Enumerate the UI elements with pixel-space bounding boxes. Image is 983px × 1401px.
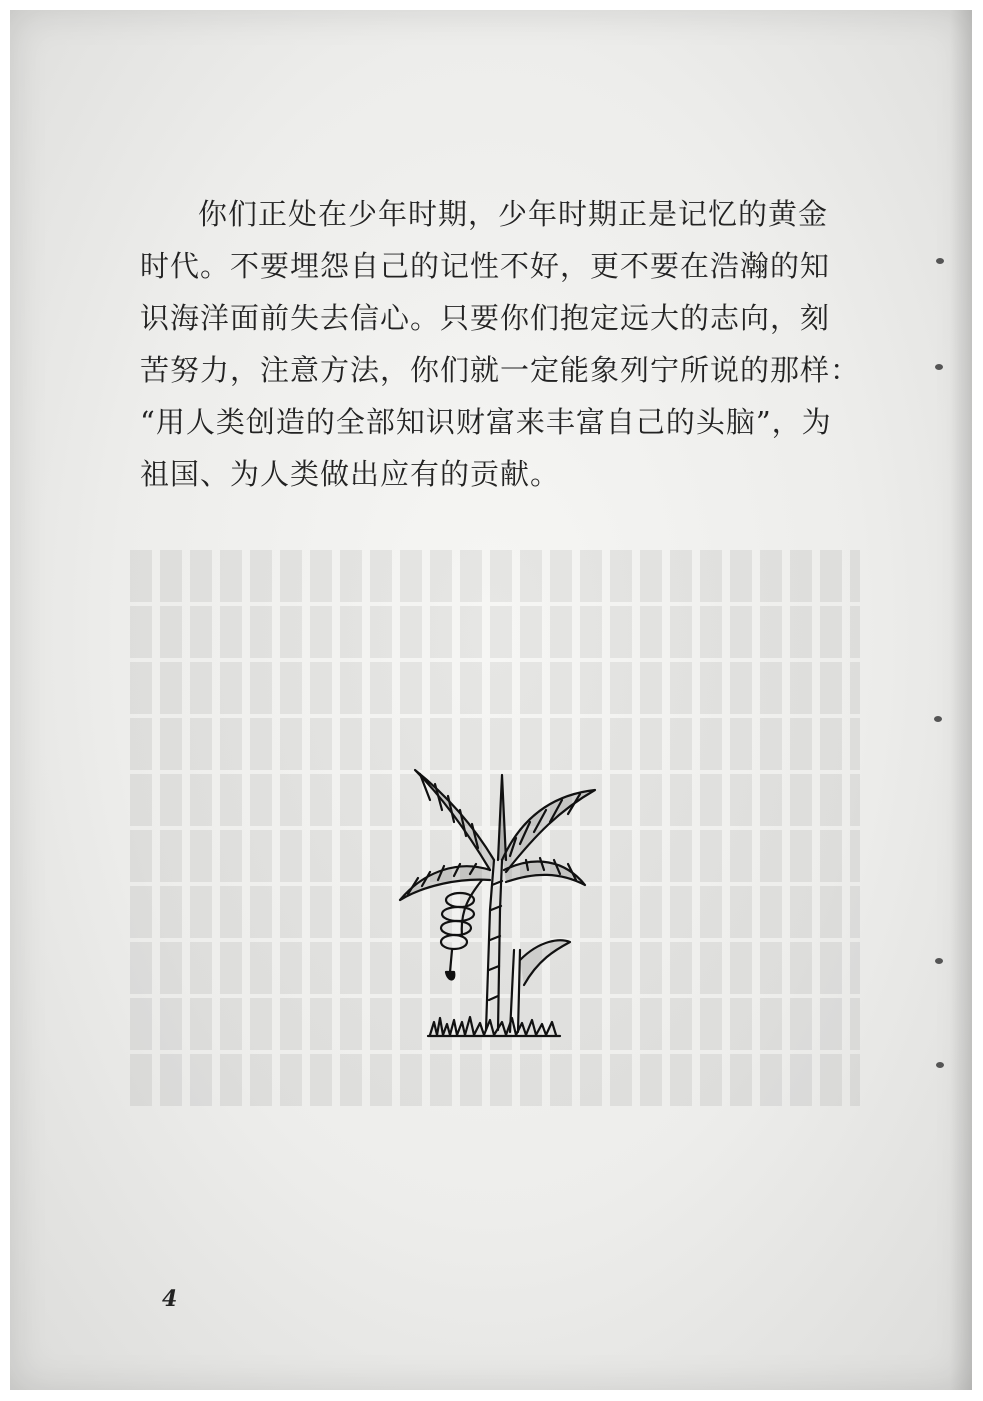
binding-hole xyxy=(936,258,944,264)
body-paragraph xyxy=(140,188,861,500)
paragraph-line: 你们正处在少年时期，少年时期正是记忆的黄金 xyxy=(198,197,829,231)
binding-hole xyxy=(934,716,942,722)
paragraph-line: 识海洋面前失去信心。只要你们抱定远大的志向，刻 xyxy=(140,301,831,335)
page-number: 4 xyxy=(162,1286,178,1312)
book-page xyxy=(10,10,972,1390)
paragraph-line: 时代。不要埋怨自己的记性不好，更不要在浩瀚的知 xyxy=(140,249,831,283)
paragraph-line: “用人类创造的全部知识财富来丰富自己的头脑”，为 xyxy=(140,405,832,439)
binding-hole xyxy=(936,1062,944,1068)
paragraph-line: 祖国、为人类做出应有的贡献。 xyxy=(140,457,561,491)
binding-hole xyxy=(935,958,943,964)
banana-tree-icon xyxy=(390,760,600,1045)
binding-hole xyxy=(935,364,943,370)
page-edge-shadow xyxy=(950,10,972,1390)
paragraph-line: 苦努力，注意方法，你们就一定能象列宁所说的那样： xyxy=(140,353,861,387)
